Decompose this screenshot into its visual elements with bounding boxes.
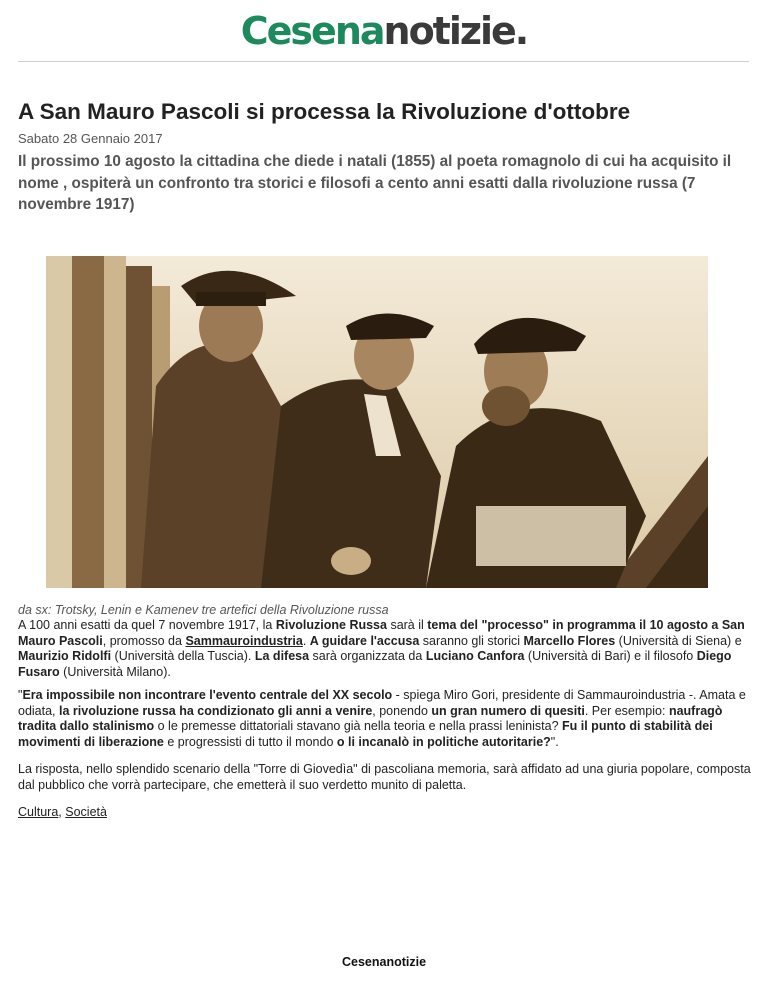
text-span: o le premesse dittatoriali stavano già nella teoria e nella prassi leninista?: [154, 719, 563, 733]
text-span: . Per esempio:: [584, 703, 669, 718]
article-paragraph-1: [18, 618, 753, 680]
bold-text: Maurizio Ridolfi: [18, 649, 112, 663]
article-paragraph-3: La risposta, nello splendido scenario della "Torre di Giovedìa" di pascoliana memoria, sarà affidato ad una giuria popolare, composta dal pubblico che vorrà partecipare, che emetterà il suo verdetto munito di paletta.: [18, 762, 751, 792]
logo-part-notizie: notizie.: [383, 9, 528, 53]
bold-text: Era impossibile non incontrare l'evento centrale del XX secolo: [22, 688, 393, 702]
bold-text: Luciano Canfora: [425, 649, 525, 663]
article-title: A San Mauro Pascoli si processa la Rivoluzione d'ottobre: [18, 99, 631, 124]
article-tags: [18, 805, 107, 819]
bold-text: La difesa: [254, 649, 310, 663]
masthead: [0, 0, 768, 62]
historic-photo-illustration: [46, 256, 708, 588]
text-span: sarà organizzata da: [309, 649, 426, 663]
text-span: sarà il: [386, 618, 428, 632]
tag-separator: ,: [58, 805, 66, 819]
text-span: ": [18, 688, 23, 702]
text-span: (Università di Siena) e: [615, 633, 742, 648]
text-span: , ponendo: [372, 703, 432, 718]
logo-part-cesena: Cesena: [240, 9, 384, 53]
text-span: - spiega Miro Gori, presidente di Sammauroindustria -. Amata e odiata,: [18, 688, 746, 718]
article-date: Sabato 28 Gennaio 2017: [18, 131, 163, 146]
bold-text: Marcello Flores: [523, 633, 616, 648]
bold-text: naufragò tradita dallo stalinismo: [18, 703, 723, 733]
text-span: (Università Milano).: [59, 664, 171, 679]
bold-text: o li incanalò in politiche autoritarie?: [336, 734, 551, 749]
text-span: ".: [550, 734, 559, 749]
text-span: e progressisti di tutto il mondo: [163, 734, 337, 749]
text-span: A 100 anni esatti da quel 7 novembre 1917, la: [18, 618, 276, 632]
tag-cultura-link[interactable]: Cultura: [18, 805, 59, 819]
sammauroindustria-link[interactable]: Sammauroindustria: [185, 633, 303, 648]
bold-text: Rivoluzione Russa: [275, 618, 387, 632]
site-logo[interactable]: [0, 6, 768, 56]
bold-text: tema del "processo" in programma il 10 agosto a San Mauro Pascoli: [18, 618, 745, 648]
article-subtitle: Il prossimo 10 agosto la cittadina che diede i natali (1855) al poeta romagnolo di cui ha acquisito il nome , ospiterà un confronto tra storici e filosofi a cento anni esatti dalla rivoluzione russa (7 novembre 1917): [18, 153, 732, 213]
footer-site-name: Cesenanotizie: [341, 955, 427, 969]
bold-text: A guidare l'accusa: [309, 633, 420, 648]
tag-societa-link[interactable]: Società: [65, 805, 107, 819]
bold-text: Diego Fusaro: [18, 649, 732, 679]
text-span: (Università della Tuscia).: [111, 649, 255, 663]
text-span: (Università di Bari) e il filosofo: [524, 649, 697, 663]
bold-text: Fu il punto di stabilità dei movimenti di liberazione: [18, 719, 713, 749]
text-span: saranno gli storici: [419, 633, 524, 648]
text-span: , promosso da: [102, 633, 186, 648]
bold-text: la rivoluzione russa ha condizionato gli anni a venire: [59, 703, 373, 718]
header-divider: [18, 61, 749, 62]
article-paragraph-2: [18, 688, 753, 750]
photo-caption: da sx: Trotsky, Lenin e Kamenev tre artefici della Rivoluzione russa: [18, 603, 389, 617]
article-photo: [46, 256, 708, 588]
bold-text: un gran numero di quesiti: [431, 703, 585, 718]
text-span: .: [302, 633, 310, 648]
